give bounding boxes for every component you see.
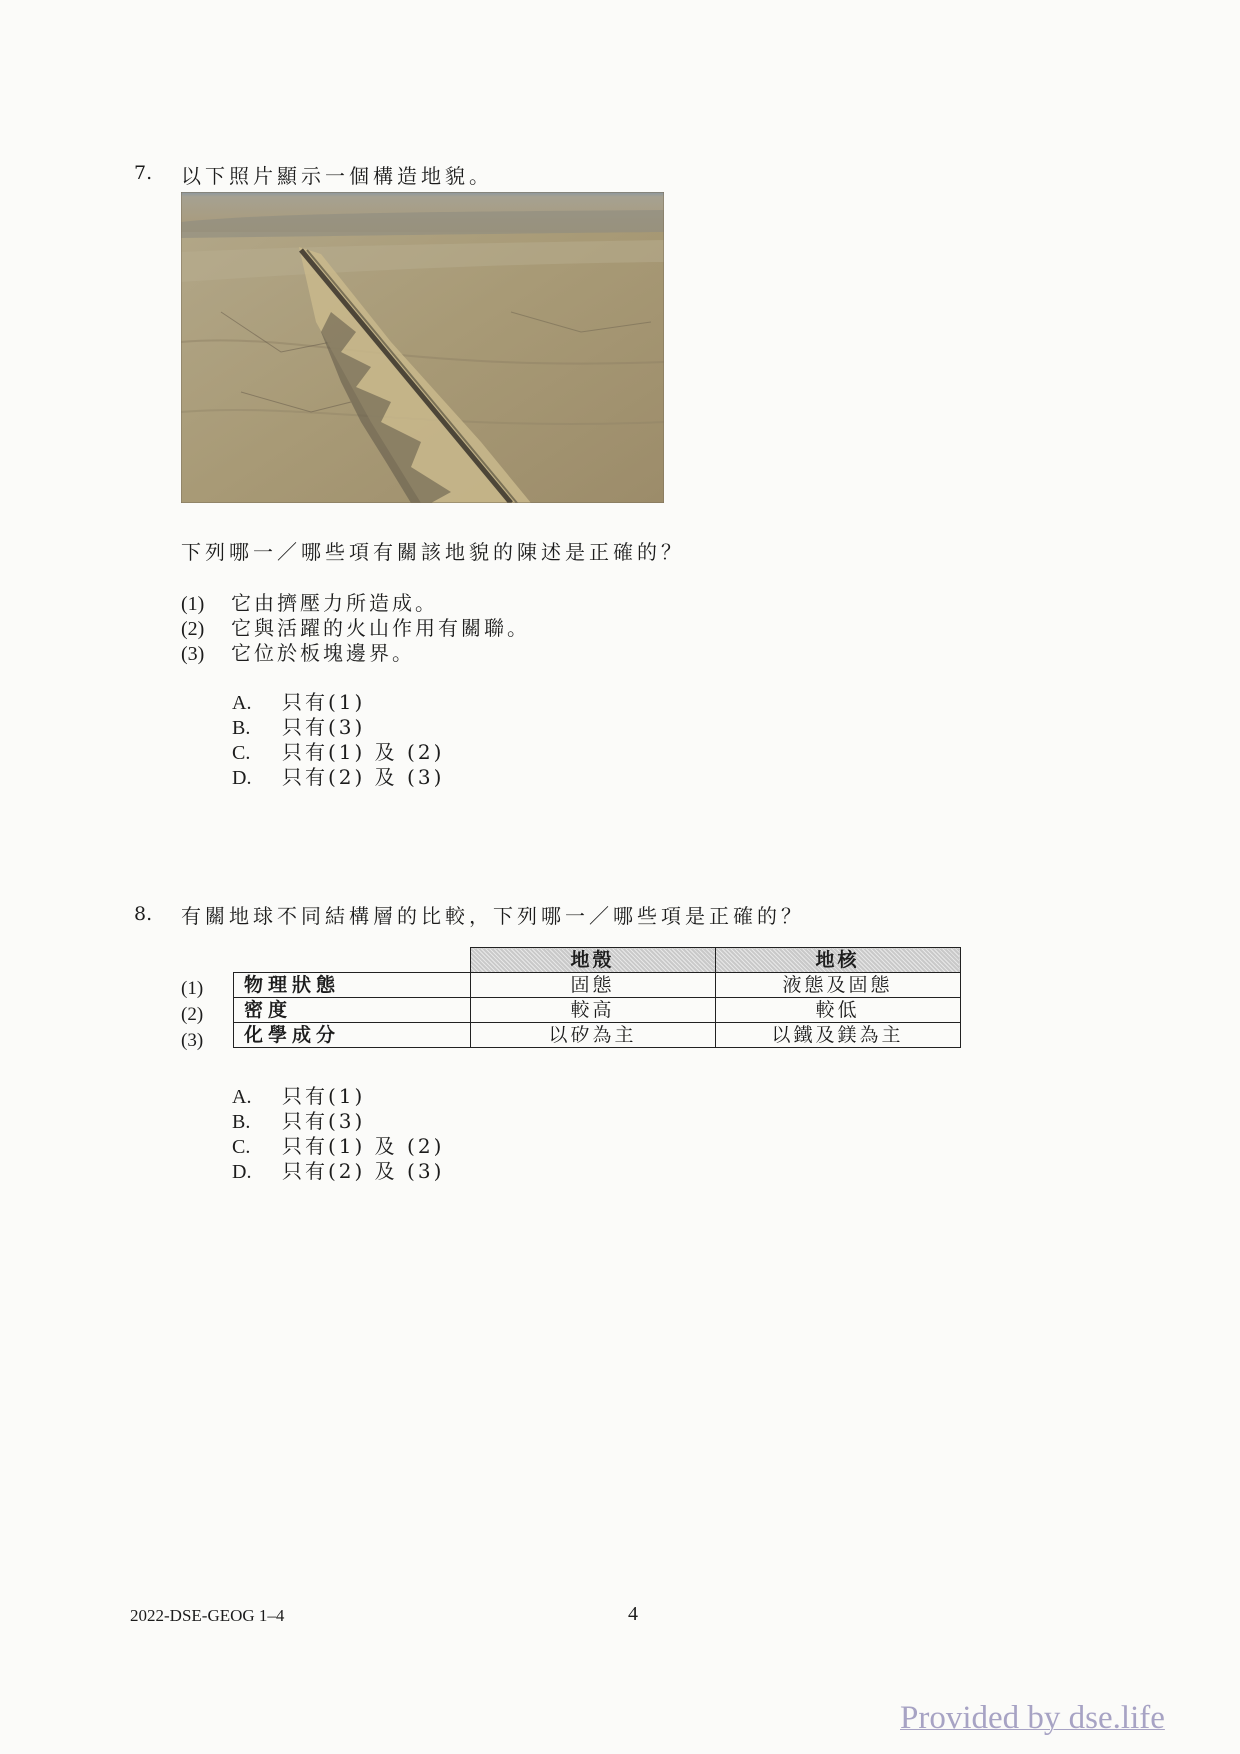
option-text: 只有(3)	[282, 715, 366, 739]
statement-text: 它與活躍的火山作用有關聯。	[231, 616, 530, 640]
option-letter: A.	[232, 692, 252, 714]
row-label: 物理狀態	[234, 973, 471, 998]
option-text: 只有(2) 及 (3)	[282, 1159, 445, 1183]
option-letter: C.	[232, 1136, 251, 1158]
table-row	[234, 998, 961, 1023]
table-row-numbers	[181, 976, 203, 1054]
row-number: (2)	[181, 1004, 204, 1025]
crust-cell: 以矽為主	[470, 1023, 715, 1048]
header-blank-cell	[234, 948, 471, 973]
statement-text: 它位於板塊邊界。	[231, 641, 415, 665]
question-7-prompt: 下列哪一／哪些項有關該地貌的陳述是正確的？	[181, 540, 685, 564]
row-label: 密度	[234, 998, 471, 1023]
option-text: 只有(2) 及 (3)	[282, 765, 445, 789]
header-core: 地核	[715, 948, 960, 973]
core-cell: 液態及固態	[715, 973, 960, 998]
core-cell: 以鐵及鎂為主	[715, 1023, 960, 1048]
row-number: (3)	[181, 1030, 204, 1051]
question-7-intro: 以下照片顯示一個構造地貌。	[181, 164, 493, 188]
option-letter: B.	[232, 1111, 251, 1133]
paper-code: 2022-DSE-GEOG 1–4	[130, 1606, 285, 1625]
core-cell: 較低	[715, 998, 960, 1023]
crust-cell: 較高	[470, 998, 715, 1023]
option-text: 只有(3)	[282, 1109, 366, 1133]
statement-number: (1)	[181, 593, 205, 615]
table-row	[234, 973, 961, 998]
question-8-number: 8.	[134, 903, 153, 925]
option-text: 只有(1) 及 (2)	[282, 1134, 445, 1158]
page-number: 4	[628, 1603, 638, 1625]
earth-layers-comparison-table	[233, 947, 961, 1048]
option-letter: C.	[232, 742, 251, 764]
option-text: 只有(1) 及 (2)	[282, 740, 445, 764]
option-letter: D.	[232, 1161, 252, 1183]
option-text: 只有(1)	[282, 690, 366, 714]
q8-option-d[interactable]	[232, 1155, 444, 1184]
statement-number: (3)	[181, 643, 205, 665]
statement-3	[181, 637, 415, 666]
table-row	[234, 1023, 961, 1048]
table-header-row	[234, 948, 961, 973]
option-letter: D.	[232, 767, 252, 789]
crust-cell: 固態	[470, 973, 715, 998]
question-8-prompt: 有關地球不同結構層的比較，下列哪一／哪些項是正確的？	[181, 904, 805, 928]
row-label: 化學成分	[234, 1023, 471, 1048]
q7-option-d[interactable]	[232, 761, 444, 790]
option-letter: B.	[232, 717, 251, 739]
question-7-number: 7.	[134, 162, 153, 184]
row-number: (1)	[181, 978, 204, 999]
option-letter: A.	[232, 1086, 252, 1108]
source-watermark[interactable]: Provided by dse.life	[900, 1700, 1165, 1736]
header-crust: 地殼	[470, 948, 715, 973]
statement-number: (2)	[181, 618, 205, 640]
aerial-fault-landform-photo	[181, 192, 664, 503]
option-text: 只有(1)	[282, 1084, 366, 1108]
statement-text: 它由擠壓力所造成。	[231, 591, 438, 615]
